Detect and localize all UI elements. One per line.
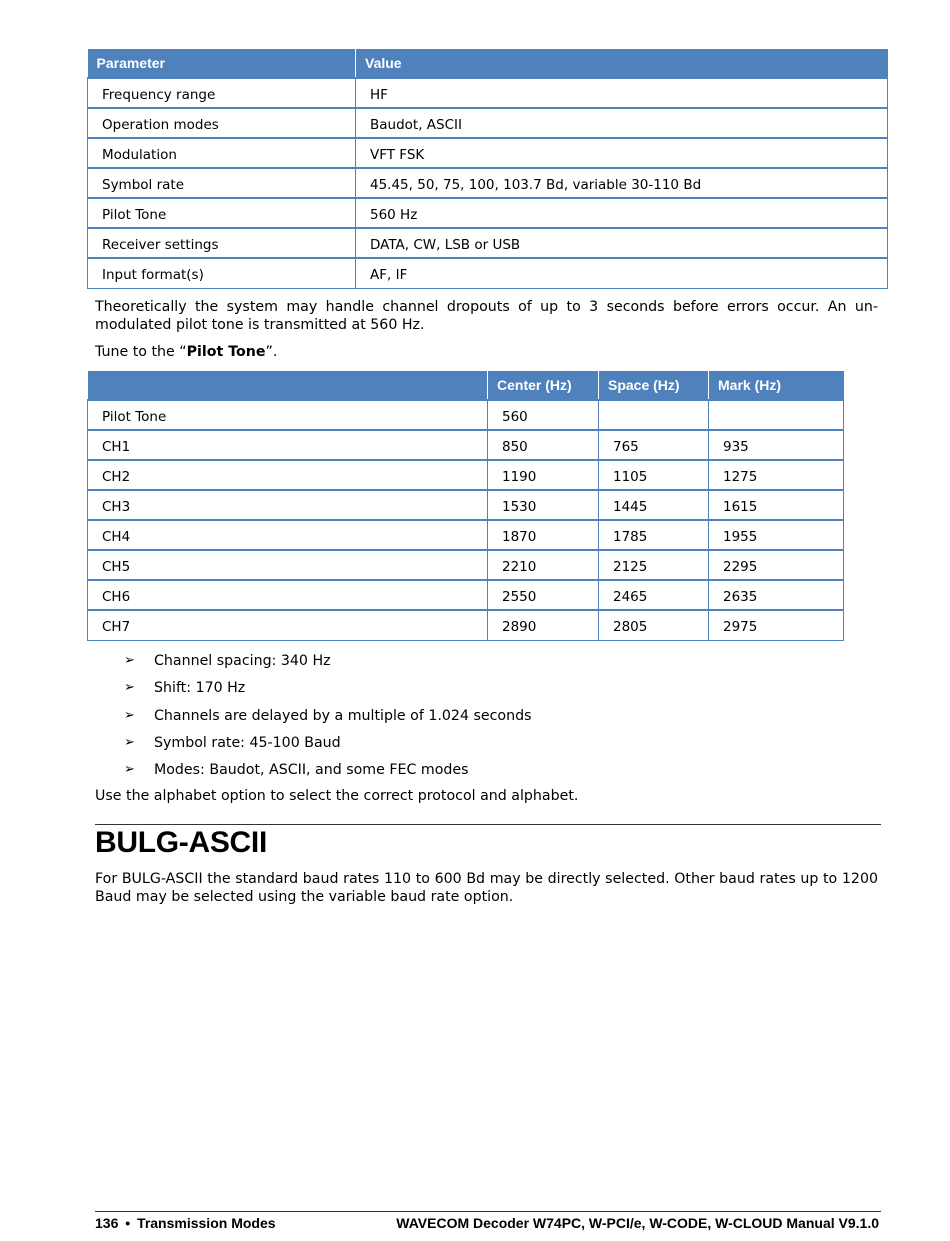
alphabet-paragraph: Use the alphabet option to select the correct protocol and alphabet. [95,788,579,804]
table-row [88,490,844,520]
value-cell: DATA, CW, LSB or USB [356,228,888,258]
table-row [88,460,844,490]
param-cell: Symbol rate [88,168,356,198]
page-number: 136 [95,1215,119,1231]
list-item [124,651,531,678]
feature-list [124,651,531,787]
space-cell: 2805 [599,610,709,640]
table-header-row [88,49,888,78]
table-row [88,198,888,228]
section-paragraph: For BULG-ASCII the standard baud rates 110 to 600 Bd may be directly selected. Other baud rates up to 1200 Baud may be selected using the variable baud rate option. [95,871,878,905]
list-item-text: Modes: Baudot, ASCII, and some FEC modes [154,762,469,779]
arrowhead-bullet-icon: ➢ [124,680,135,696]
value-cell: AF, IF [356,258,888,288]
value-cell: VFT FSK [356,138,888,168]
center-cell: 1530 [488,490,599,520]
channel-cell: CH6 [88,580,488,610]
header-value: Value [356,49,888,78]
table-row [88,258,888,288]
channel-table [87,371,844,641]
table-row [88,580,844,610]
footer-separator: • [125,1215,131,1231]
space-cell: 1785 [599,520,709,550]
list-item-text: Channels are delayed by a multiple of 1.024 seconds [154,707,532,724]
param-cell: Pilot Tone [88,198,356,228]
space-cell: 765 [599,430,709,460]
mark-cell: 1275 [709,460,844,490]
mark-cell: 1955 [709,520,844,550]
tune-instruction [95,343,277,361]
value-cell: 560 Hz [356,198,888,228]
table-row [88,228,888,258]
tune-suffix: ”. [265,344,278,360]
footer-divider [95,1211,881,1212]
channel-cell: CH5 [88,550,488,580]
table-row [88,430,844,460]
table-row [88,550,844,580]
space-cell: 2125 [599,550,709,580]
param-cell: Receiver settings [88,228,356,258]
table-row [88,138,888,168]
chapter-title: Transmission Modes [137,1215,276,1231]
mark-cell: 2295 [709,550,844,580]
space-cell [599,400,709,430]
center-cell: 2550 [488,580,599,610]
mark-cell [709,400,844,430]
value-cell: Baudot, ASCII [356,108,888,138]
center-cell: 2210 [488,550,599,580]
mark-cell: 2635 [709,580,844,610]
value-cell: HF [356,78,888,108]
parameter-table [87,49,888,289]
list-item-text: Symbol rate: 45-100 Baud [154,734,341,751]
param-cell: Frequency range [88,78,356,108]
value-cell: 45.45, 50, 75, 100, 103.7 Bd, variable 30-110 Bd [356,168,888,198]
header-space: Space (Hz) [599,371,709,400]
list-item [124,706,531,733]
header-mark: Mark (Hz) [709,371,844,400]
table-row [88,400,844,430]
table-row [88,168,888,198]
tune-prefix: Tune to the “ [95,344,187,360]
param-cell: Modulation [88,138,356,168]
list-item [124,733,531,760]
arrowhead-bullet-icon: ➢ [124,734,135,750]
list-item [124,678,531,705]
param-cell: Operation modes [88,108,356,138]
center-cell: 560 [488,400,599,430]
section-title: BULG-ASCII [95,826,267,859]
channel-cell: CH1 [88,430,488,460]
space-cell: 1105 [599,460,709,490]
table-row [88,108,888,138]
dropout-paragraph: Theoretically the system may handle channel dropouts of up to 3 seconds before errors occur. An un-modulated pilot tone is transmitted at 560 Hz. [95,299,878,333]
center-cell: 1870 [488,520,599,550]
param-cell: Input format(s) [88,258,356,288]
center-cell: 1190 [488,460,599,490]
header-parameter: Parameter [88,49,356,78]
section-divider [95,824,881,825]
arrowhead-bullet-icon: ➢ [124,762,135,778]
list-item [124,760,531,787]
list-item-text: Channel spacing: 340 Hz [154,653,331,669]
channel-cell: CH3 [88,490,488,520]
manual-title: WAVECOM Decoder W74PC, W-PCI/e, W-CODE, W-CLOUD Manual V9.1.0 [396,1215,879,1231]
mark-cell: 1615 [709,490,844,520]
footer-left [95,1215,276,1231]
table-row [88,610,844,640]
mark-cell: 935 [709,430,844,460]
space-cell: 2465 [599,580,709,610]
table-row [88,78,888,108]
arrowhead-bullet-icon: ➢ [124,653,135,668]
channel-cell: CH7 [88,610,488,640]
channel-cell: CH2 [88,460,488,490]
arrowhead-bullet-icon: ➢ [124,707,135,723]
center-cell: 2890 [488,610,599,640]
table-header-row [88,371,844,400]
space-cell: 1445 [599,490,709,520]
header-center: Center (Hz) [488,371,599,400]
channel-cell: Pilot Tone [88,400,488,430]
channel-cell: CH4 [88,520,488,550]
header-channel [88,371,488,400]
center-cell: 850 [488,430,599,460]
mark-cell: 2975 [709,610,844,640]
table-row [88,520,844,550]
tune-bold: Pilot Tone [186,344,266,360]
list-item-text: Shift: 170 Hz [154,680,246,697]
